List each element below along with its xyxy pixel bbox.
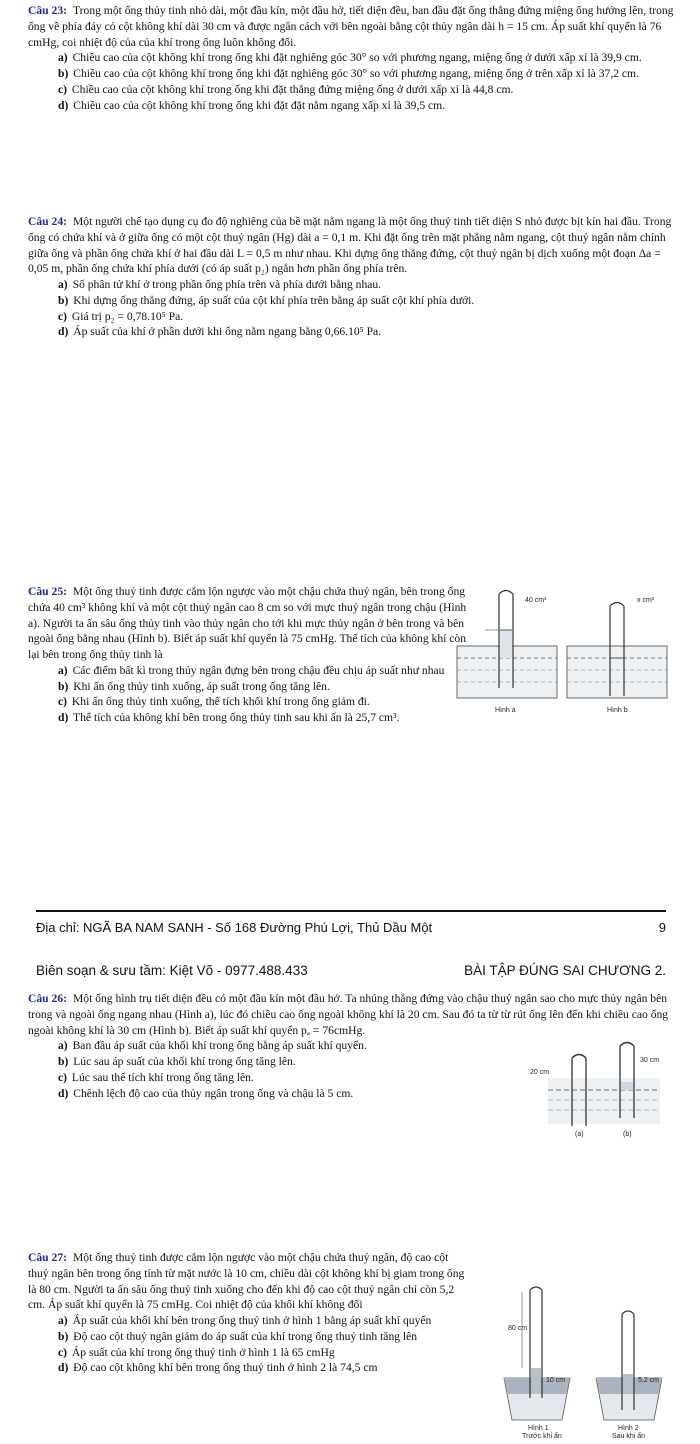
caption-b: Hình b (607, 707, 628, 714)
figure-q26 (530, 1038, 665, 1138)
option-a: a) Chiều cao của cột không khí trong ống khi đặt nghiêng góc 30° so với phương ngang, miệng ống ở dưới xấp xỉ là 39,9 cm. (58, 51, 642, 65)
basin (567, 646, 667, 698)
option-b: b) Lúc sau áp suất của khối khí trong ống tăng lên. (58, 1055, 296, 1069)
question-23 (28, 3, 674, 113)
option-d: d) Độ cao cột không khí bên trong ống thuỷ tinh ở hình 2 là 74,5 cm (58, 1361, 378, 1375)
question-label: Câu 23: (28, 4, 67, 17)
height-label-1: 10 cm (546, 1377, 566, 1384)
page-header (36, 962, 666, 980)
question-stem: Một ống thuỷ tinh được cắm lộn ngược vào một chậu chứa thuỷ ngân, độ cao cột thuỷ ngân bên trong ống tính từ mặt nước là 10 cm, chiều dài cột không khí bị giam trong ống là 80 cm. Người ta ấn sâu ống thuỷ tinh xuống cho đến khi độ cao cột thuỷ ngân chỉ còn 5,2 cm. Áp suất khí quyển là 75 cmHg. Coi nhiệt độ của khối khí không đổi (28, 1251, 465, 1312)
option-a: a) Số phân tử khí ở trong phần ống phía trên và phía dưới bằng nhau. (58, 278, 382, 292)
subcaption-1: Trước khi ấn (522, 1433, 562, 1440)
footer-address: Địa chỉ: NGÃ BA NAM SANH - Số 168 Đường Phú Lợi, Thủ Dầu Một (36, 920, 433, 935)
question-label: Câu 27: (28, 1251, 67, 1264)
option-d: d) Thể tích của không khí bên trong ống thủy tinh sau khi ấn là 25,7 cm³. (58, 711, 400, 725)
option-a: a) Các điểm bất kì trong thủy ngân đựng bên trong chậu đều chịu áp suất như nhau (58, 663, 445, 677)
basin (548, 1078, 660, 1124)
question-stem: Một ống thuỷ tinh được cắm lộn ngược vào một chậu chứa thuỷ ngân, bên trong ống chứa 40 cm³ không khí và một cột thuỷ ngân cao 8 cm so với mực thuỷ ngân trong chậu (Hình a). Người ta ấn sâu ống thủy tinh vào thủy ngân cho tới khi mực thủy ngân ở bên trong và bên ngoài ống bằng nhau (Hình b). Biết áp suất khí quyển là 75 cmHg. Thể tích của không khí còn lại bên trong ống thủy tinh là (28, 585, 467, 662)
caption-a: Hình a (495, 707, 516, 714)
height-label-2: 5,2 cm (638, 1377, 660, 1384)
option-b: b) Khi ấn ống thủy tinh xuống, áp suất trong ống tăng lên. (58, 679, 330, 693)
caption-1: Hình 1 (528, 1425, 549, 1432)
length-label-a: 20 cm (530, 1069, 550, 1076)
length-label-b: 30 cm (640, 1057, 660, 1064)
question-label: Câu 26: (28, 992, 67, 1005)
length-label: 80 cm (508, 1325, 528, 1332)
option-c: c) Chiều cao của cột không khí trong ống khi đặt thẳng đứng miệng ống ở dưới xấp xỉ là 44,8 cm. (58, 82, 514, 96)
volume-label-a: 40 cm³ (525, 597, 547, 604)
question-label: Câu 25: (28, 585, 67, 598)
figure-q25 (455, 588, 670, 716)
option-a: a) Ban đầu áp suất của khối khí trong ống bằng áp suất khí quyển. (58, 1039, 367, 1053)
option-c: c) Khi ấn ống thủy tinh xuống, thể tích khối khí trong ống giảm đi. (58, 695, 370, 709)
option-c: c) Lúc sau thể tích khí trong ống tăng lên. (58, 1070, 254, 1084)
figure-a (457, 591, 557, 715)
header-title: BÀI TẬP ĐÚNG SAI CHƯƠNG 2. (464, 963, 666, 978)
option-b: b) Chiều cao của cột không khí trong ống khi đặt nghiêng góc 30° so với phương ngang, miệng ống ở trên xấp xỉ là 37,2 cm. (58, 67, 639, 81)
volume-label-b: x cm³ (637, 597, 655, 604)
question-stem: Trong một ống thủy tinh nhỏ dài, một đầu kín, một đầu hở, tiết diện đều, ban đầu đặt ống thẳng đứng miệng ống hướng lên, trong ống về phía đáy có cột không khí dài 30 cm và được ngăn cách với bên ngoài bằng cột thủy ngân dài h = 15 cm. Áp suất khí quyển là 76 cmHg, coi nhiệt độ của của khí trong ống luôn không đổi. (28, 4, 674, 49)
page-number: 9 (658, 920, 666, 935)
option-b: b) Khi dựng ống thẳng đứng, áp suất của cột khí phía trên bằng áp suất cột khí phía dưới. (58, 293, 475, 307)
figure-q27 (500, 1270, 670, 1440)
caption-b: (b) (623, 1131, 632, 1138)
caption-2: Hình 2 (618, 1425, 639, 1432)
option-a: a) Áp suất của khối khí bên trong ống thuỷ tinh ở hình 1 bằng áp suất khí quyển (58, 1314, 432, 1328)
question-stem: Một ống hình trụ tiết diện đều có một đầu kín một đầu hở. Ta nhúng thẳng đứng vào chậu thuỷ ngân sao cho mực thủy ngân bên trong và ngoài ống ngang nhau (Hình a), lúc đó chiều cao ống ngoài không khí là 20 cm. Sau đó ta từ từ rút ống lên đến khi chiều cao ống ngoài không khí là 30 cm (Hình b). Biết áp suất khí quyển pₐ = 76cmHg. (28, 992, 669, 1037)
figure-1 (504, 1287, 570, 1440)
header-author: Biên soạn & sưu tầm: Kiệt Võ - 0977.488.433 (36, 963, 308, 978)
subcaption-2: Sau khi ấn (612, 1433, 646, 1440)
question-label: Câu 24: (28, 215, 67, 228)
option-d: d) Áp suất của khí ở phần dưới khi ống nằm ngang bằng 0,66.10⁵ Pa. (58, 325, 382, 339)
footer-rule (36, 910, 666, 912)
mercury-column (500, 630, 512, 658)
question-24 (28, 214, 674, 340)
page-footer (36, 919, 666, 937)
option-c: c) Áp suất của khí trong ống thuỷ tinh ở hình 1 là 65 cmHg (58, 1345, 335, 1359)
option-c: c) Giá trị p₂ = 0,78.10⁵ Pa. (58, 309, 184, 323)
option-d: d) Chênh lệch độ cao của thủy ngân trong ống và chậu là 5 cm. (58, 1086, 354, 1100)
caption-a: (a) (575, 1131, 584, 1138)
figure-b (567, 597, 667, 714)
question-stem: Một người chế tạo dụng cụ đo độ nghiêng của bề mặt nằm ngang là một ống thuỷ tinh tiết diện S nhỏ được bịt kín hai đầu. Trong ống có chứa khí và ở giữa ống có một cột thuỷ ngân (Hg) dài a = 0,1 m. Khi đặt ống trên mặt phẳng nằm ngang, cột thuỷ ngân nằm chính giữa ống và phần ống chứa khí ở hai đầu dài L = 0,5 m như nhau. Khi dựng ống thẳng đứng, cột thuỷ ngân bị dịch xuống một đoạn Δa = 0,05 m, phần ống chứa khí phía dưới (có áp suất p₂) ngắn hơn phần ống phía trên. (28, 215, 672, 276)
figure-2 (596, 1311, 662, 1440)
option-b: b) Độ cao cột thuỷ ngân giảm do áp suất của khí trong ống thuỷ tinh tăng lên (58, 1329, 418, 1343)
option-d: d) Chiều cao của cột không khí trong ống khi đặt đặt nằm ngang xấp xỉ là 39,5 cm. (58, 98, 446, 112)
